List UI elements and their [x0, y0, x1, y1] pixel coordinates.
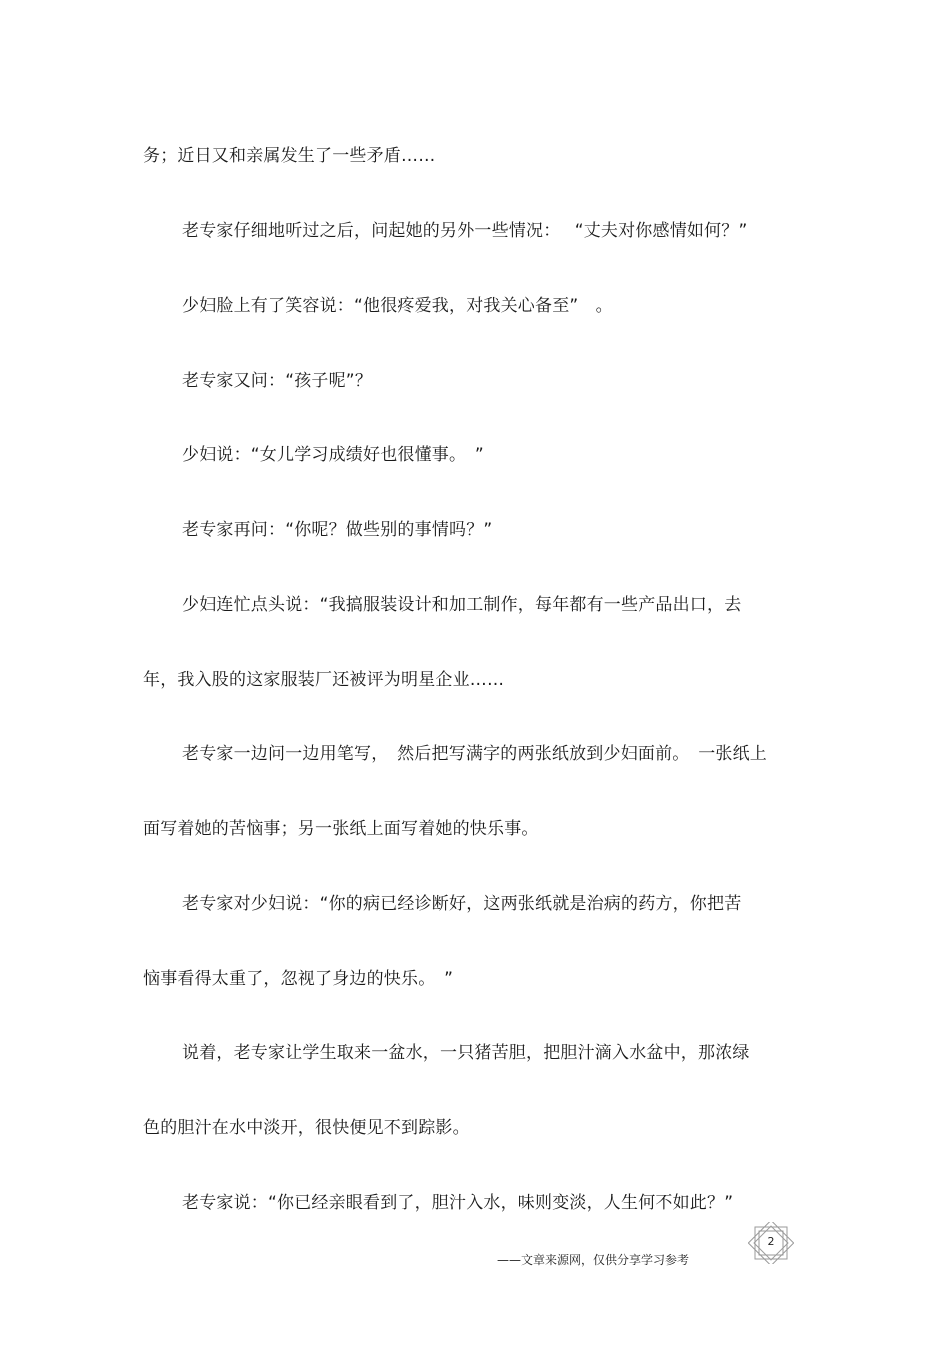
- paragraph-line: 老专家对少妇说：“你的病已经诊断好，这两张纸就是治病的药方，你把苦: [182, 894, 742, 914]
- paragraph-line: 少妇连忙点头说：“我搞服装设计和加工制作，每年都有一些产品出口，去: [182, 595, 742, 615]
- paragraph-line: 面写着她的苦恼事；另一张纸上面写着她的快乐事。: [143, 819, 539, 839]
- paragraph-line: 年，我入股的这家服装厂还被评为明星企业……: [143, 670, 505, 690]
- paragraph-line: 老专家又问：“孩子呢”？: [182, 371, 373, 391]
- paragraph-line: 恼事看得太重了，忽视了身边的快乐。 ”: [143, 969, 454, 989]
- page-number-badge: [748, 1222, 794, 1264]
- paragraph-line: 少妇脸上有了笑容说：“他很疼爱我，对我关心备至” 。: [182, 296, 613, 316]
- paragraph-line: 少妇说：“女儿学习成绩好也很懂事。 ”: [182, 445, 484, 465]
- paragraph-line: 老专家再问：“你呢？做些别的事情吗？”: [182, 520, 493, 540]
- paragraph-line: 说着，老专家让学生取来一盆水，一只猪苦胆，把胆汁滴入水盆中，那浓绿: [182, 1043, 750, 1063]
- footer-source-text: ——文章来源网，仅供分享学习参考: [497, 1253, 690, 1267]
- paragraph-line: 务；近日又和亲属发生了一些矛盾……: [143, 146, 436, 166]
- paragraph-line: 色的胆汁在水中淡开，很快便见不到踪影。: [143, 1118, 470, 1138]
- paragraph-line: 老专家一边问一边用笔写， 然后把写满字的两张纸放到少妇面前。 一张纸上: [182, 744, 767, 764]
- paragraph-line: 老专家说：“你已经亲眼看到了，胆汁入水，味则变淡，人生何不如此？”: [182, 1193, 734, 1213]
- paragraph-line: 老专家仔细地听过之后，问起她的另外一些情况： “丈夫对你感情如何？”: [182, 221, 748, 241]
- page-number: 2: [767, 1235, 775, 1248]
